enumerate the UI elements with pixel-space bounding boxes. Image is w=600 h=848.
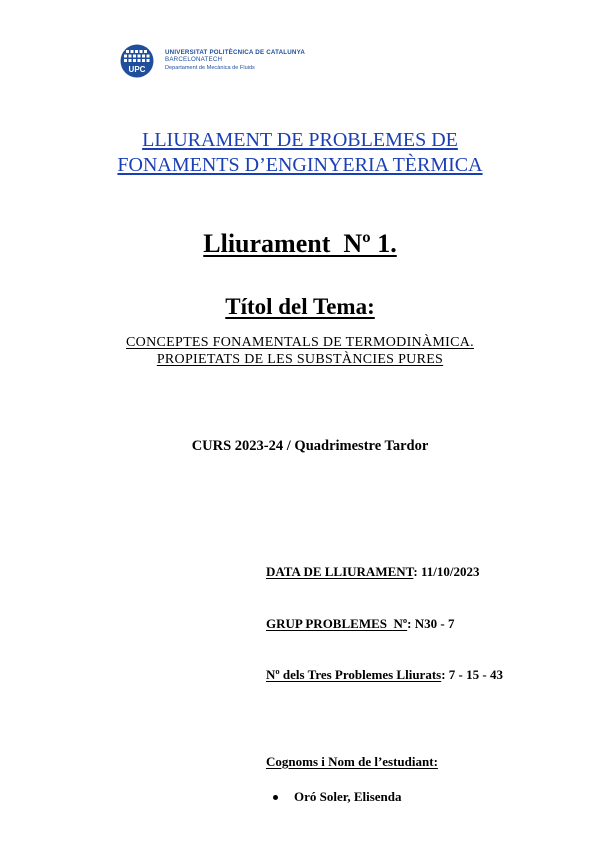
delivery-date-label: DATA DE LLIURAMENT xyxy=(266,564,414,579)
student-list-item xyxy=(273,789,402,805)
institution-name: UNIVERSITAT POLITÈCNICA DE CATALUNYA xyxy=(165,49,305,57)
theme-label: Títol del Tema: xyxy=(225,294,375,319)
institution-sub: BARCELONATECH xyxy=(165,55,223,63)
problems-delivered-row xyxy=(266,667,503,683)
delivery-date-value: : 11/10/2023 xyxy=(413,564,480,579)
problems-delivered-value: : 7 - 15 - 43 xyxy=(441,667,503,682)
students-label: Cognoms i Nom de l’estudiant: xyxy=(266,754,438,769)
delivery-date-row xyxy=(266,564,479,580)
problem-group-row xyxy=(266,616,454,632)
department-name: Departament de Mecànica de Fluids xyxy=(165,65,255,72)
document-title xyxy=(0,128,600,178)
theme-title xyxy=(0,334,600,368)
theme-line-1: CONCEPTES FONAMENTALS DE TERMODINÀMICA. xyxy=(126,335,474,350)
header xyxy=(118,44,305,78)
title-line-2: FONAMENTS D’ENGINYERIA TÈRMICA xyxy=(117,154,483,176)
title-line-1: LLIURAMENT DE PROBLEMES DE xyxy=(142,129,458,151)
deliverable-number: Lliurament Nº 1. xyxy=(203,229,397,258)
problem-group-value: : N30 - 7 xyxy=(407,616,455,631)
upc-logo xyxy=(118,44,156,78)
student-name: Oró Soler, Elisenda xyxy=(294,789,402,804)
institution-block xyxy=(165,50,305,72)
problems-delivered-label: Nº dels Tres Problemes Lliurats xyxy=(266,667,442,682)
problem-group-label: GRUP PROBLEMES Nº xyxy=(266,616,408,631)
course-line: CURS 2023-24 / Quadrimestre Tardor xyxy=(191,438,429,454)
logo-text: UPC xyxy=(128,65,146,74)
theme-line-2: PROPIETATS DE LES SUBSTÀNCIES PURES xyxy=(156,352,444,367)
bullet-icon xyxy=(273,795,278,800)
